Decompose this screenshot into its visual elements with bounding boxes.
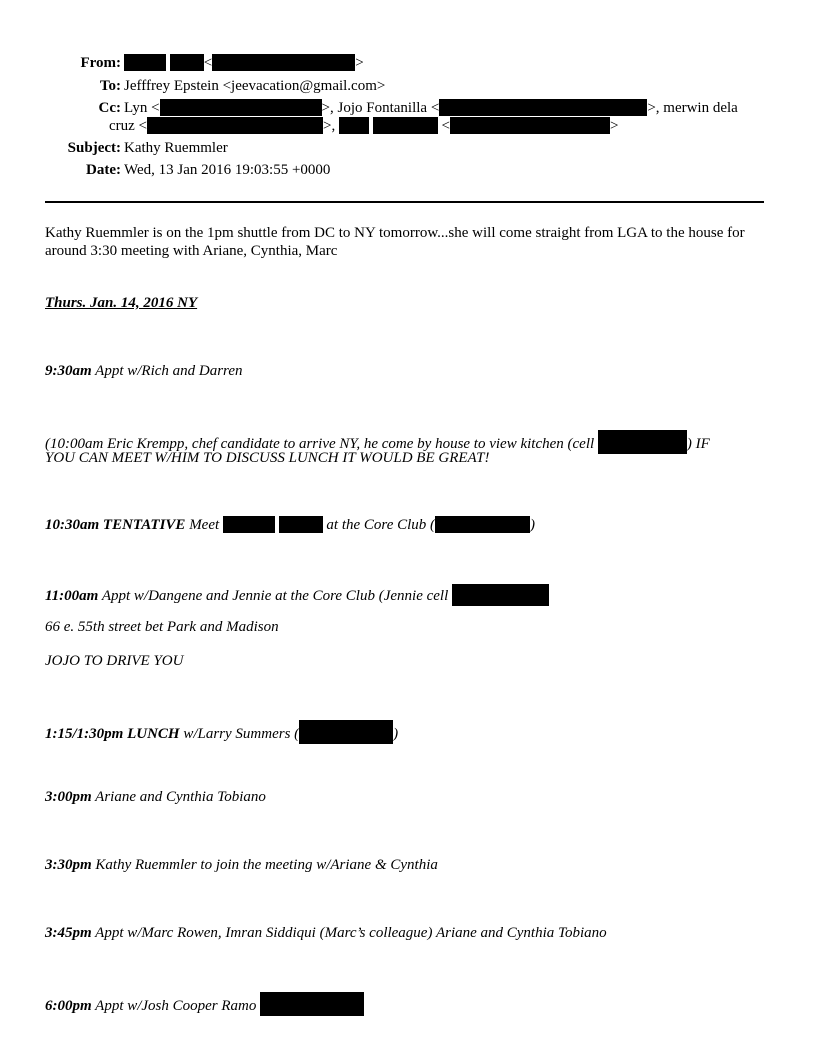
- to-value: Jefffrey Epstein <jeevacation@gmail.com>: [124, 78, 386, 94]
- schedule-item-lunch: [45, 720, 398, 744]
- cc-cruz: cruz <: [109, 118, 148, 134]
- date-heading-text: Thurs. Jan. 14, 2016 NY: [45, 295, 198, 311]
- schedule-text: Appt w/Marc Rowen, Imran Siddiqui (Marc’s colleague) Ariane and Cynthia Tobiano: [91, 925, 607, 941]
- schedule-text: Meet: [185, 517, 223, 533]
- schedule-item-1030: [45, 516, 535, 534]
- schedule-text: (10:00am Eric Krempp, chef candidate to arrive NY, he come by house to view kitchen (cell: [45, 436, 598, 452]
- date-heading: [45, 294, 197, 312]
- intro-paragraph: Kathy Ruemmler is on the 1pm shuttle from DC to NY tomorrow...she will come straight from LGA to the house for around 3:30 meeting with Ariane, Cynthia, Marc: [45, 225, 745, 259]
- redaction-box: [160, 99, 322, 116]
- schedule-item-0345: [45, 924, 607, 942]
- schedule-text: at the Core Club (: [322, 517, 436, 533]
- subject-value: Kathy Ruemmler: [124, 140, 228, 156]
- schedule-text: ): [393, 726, 399, 742]
- from-label: From:: [80, 55, 121, 71]
- schedule-text: Kathy Ruemmler to join the meeting w/Ariane & Cynthia: [91, 857, 438, 873]
- schedule-drive-note: JOJO TO DRIVE YOU: [45, 653, 184, 669]
- schedule-item-0930: [45, 362, 243, 380]
- redaction-box: [598, 430, 687, 454]
- cc-line-2: [109, 117, 618, 135]
- from-value: [124, 54, 364, 72]
- redaction-box: [124, 54, 166, 71]
- schedule-item-1100: [45, 584, 549, 606]
- schedule-time: 10:30am TENTATIVE: [45, 517, 186, 533]
- cc-lyn: Lyn <: [124, 100, 160, 116]
- redaction-box: [299, 720, 393, 744]
- cc-label: Cc:: [98, 100, 121, 116]
- schedule-text: w/Larry Summers (: [179, 726, 300, 742]
- schedule-text: Appt w/Rich and Darren: [91, 363, 243, 379]
- redaction-box: [212, 54, 355, 71]
- schedule-address: 66 e. 55th street bet Park and Madison: [45, 619, 279, 635]
- redaction-box: [147, 117, 323, 134]
- schedule-time: 11:00am: [45, 588, 99, 604]
- cc-merwin: >, merwin dela: [647, 100, 738, 116]
- from-lt: <: [203, 55, 213, 71]
- redaction-box: [435, 516, 530, 533]
- header-divider: [45, 201, 764, 203]
- schedule-time: 3:45pm: [45, 925, 92, 941]
- from-gt: >: [355, 55, 364, 71]
- schedule-text: Ariane and Cynthia Tobiano: [91, 789, 266, 805]
- cc-line-1: [124, 99, 738, 117]
- schedule-time: 9:30am: [45, 363, 92, 379]
- redaction-box: [170, 54, 204, 71]
- schedule-item-0600: [45, 992, 364, 1016]
- schedule-item-0300: [45, 788, 266, 806]
- schedule-time: 3:30pm: [45, 857, 92, 873]
- redaction-box: [439, 99, 647, 116]
- schedule-item-1000-line2: YOU CAN MEET W/HIM TO DISCUSS LUNCH IT WOULD BE GREAT!: [45, 450, 490, 466]
- date-value: Wed, 13 Jan 2016 19:03:55 +0000: [124, 162, 331, 178]
- schedule-text: ): [530, 517, 536, 533]
- schedule-time: 6:00pm: [45, 998, 92, 1014]
- subject-label: Subject:: [67, 140, 121, 156]
- schedule-time: 3:00pm: [45, 789, 92, 805]
- redaction-box: [450, 117, 610, 134]
- cc-jojo: >, Jojo Fontanilla <: [321, 100, 440, 116]
- cc-gt: >: [609, 118, 619, 134]
- schedule-text: Appt w/Josh Cooper Ramo: [91, 998, 261, 1014]
- redaction-box: [452, 584, 549, 606]
- cc-lt: <: [441, 118, 450, 134]
- date-label: Date:: [86, 162, 121, 178]
- schedule-text: ) IF: [686, 436, 710, 452]
- redaction-box: [223, 516, 275, 533]
- redaction-box: [373, 117, 438, 134]
- schedule-item-0330: [45, 856, 438, 874]
- schedule-time: 1:15/1:30pm LUNCH: [45, 726, 180, 742]
- redaction-box: [339, 117, 369, 134]
- to-label: To:: [99, 78, 121, 94]
- redaction-box: [260, 992, 364, 1016]
- cc-sep: >,: [323, 118, 336, 134]
- schedule-text: Appt w/Dangene and Jennie at the Core Club (Jennie cell: [98, 588, 453, 604]
- redaction-box: [279, 516, 323, 533]
